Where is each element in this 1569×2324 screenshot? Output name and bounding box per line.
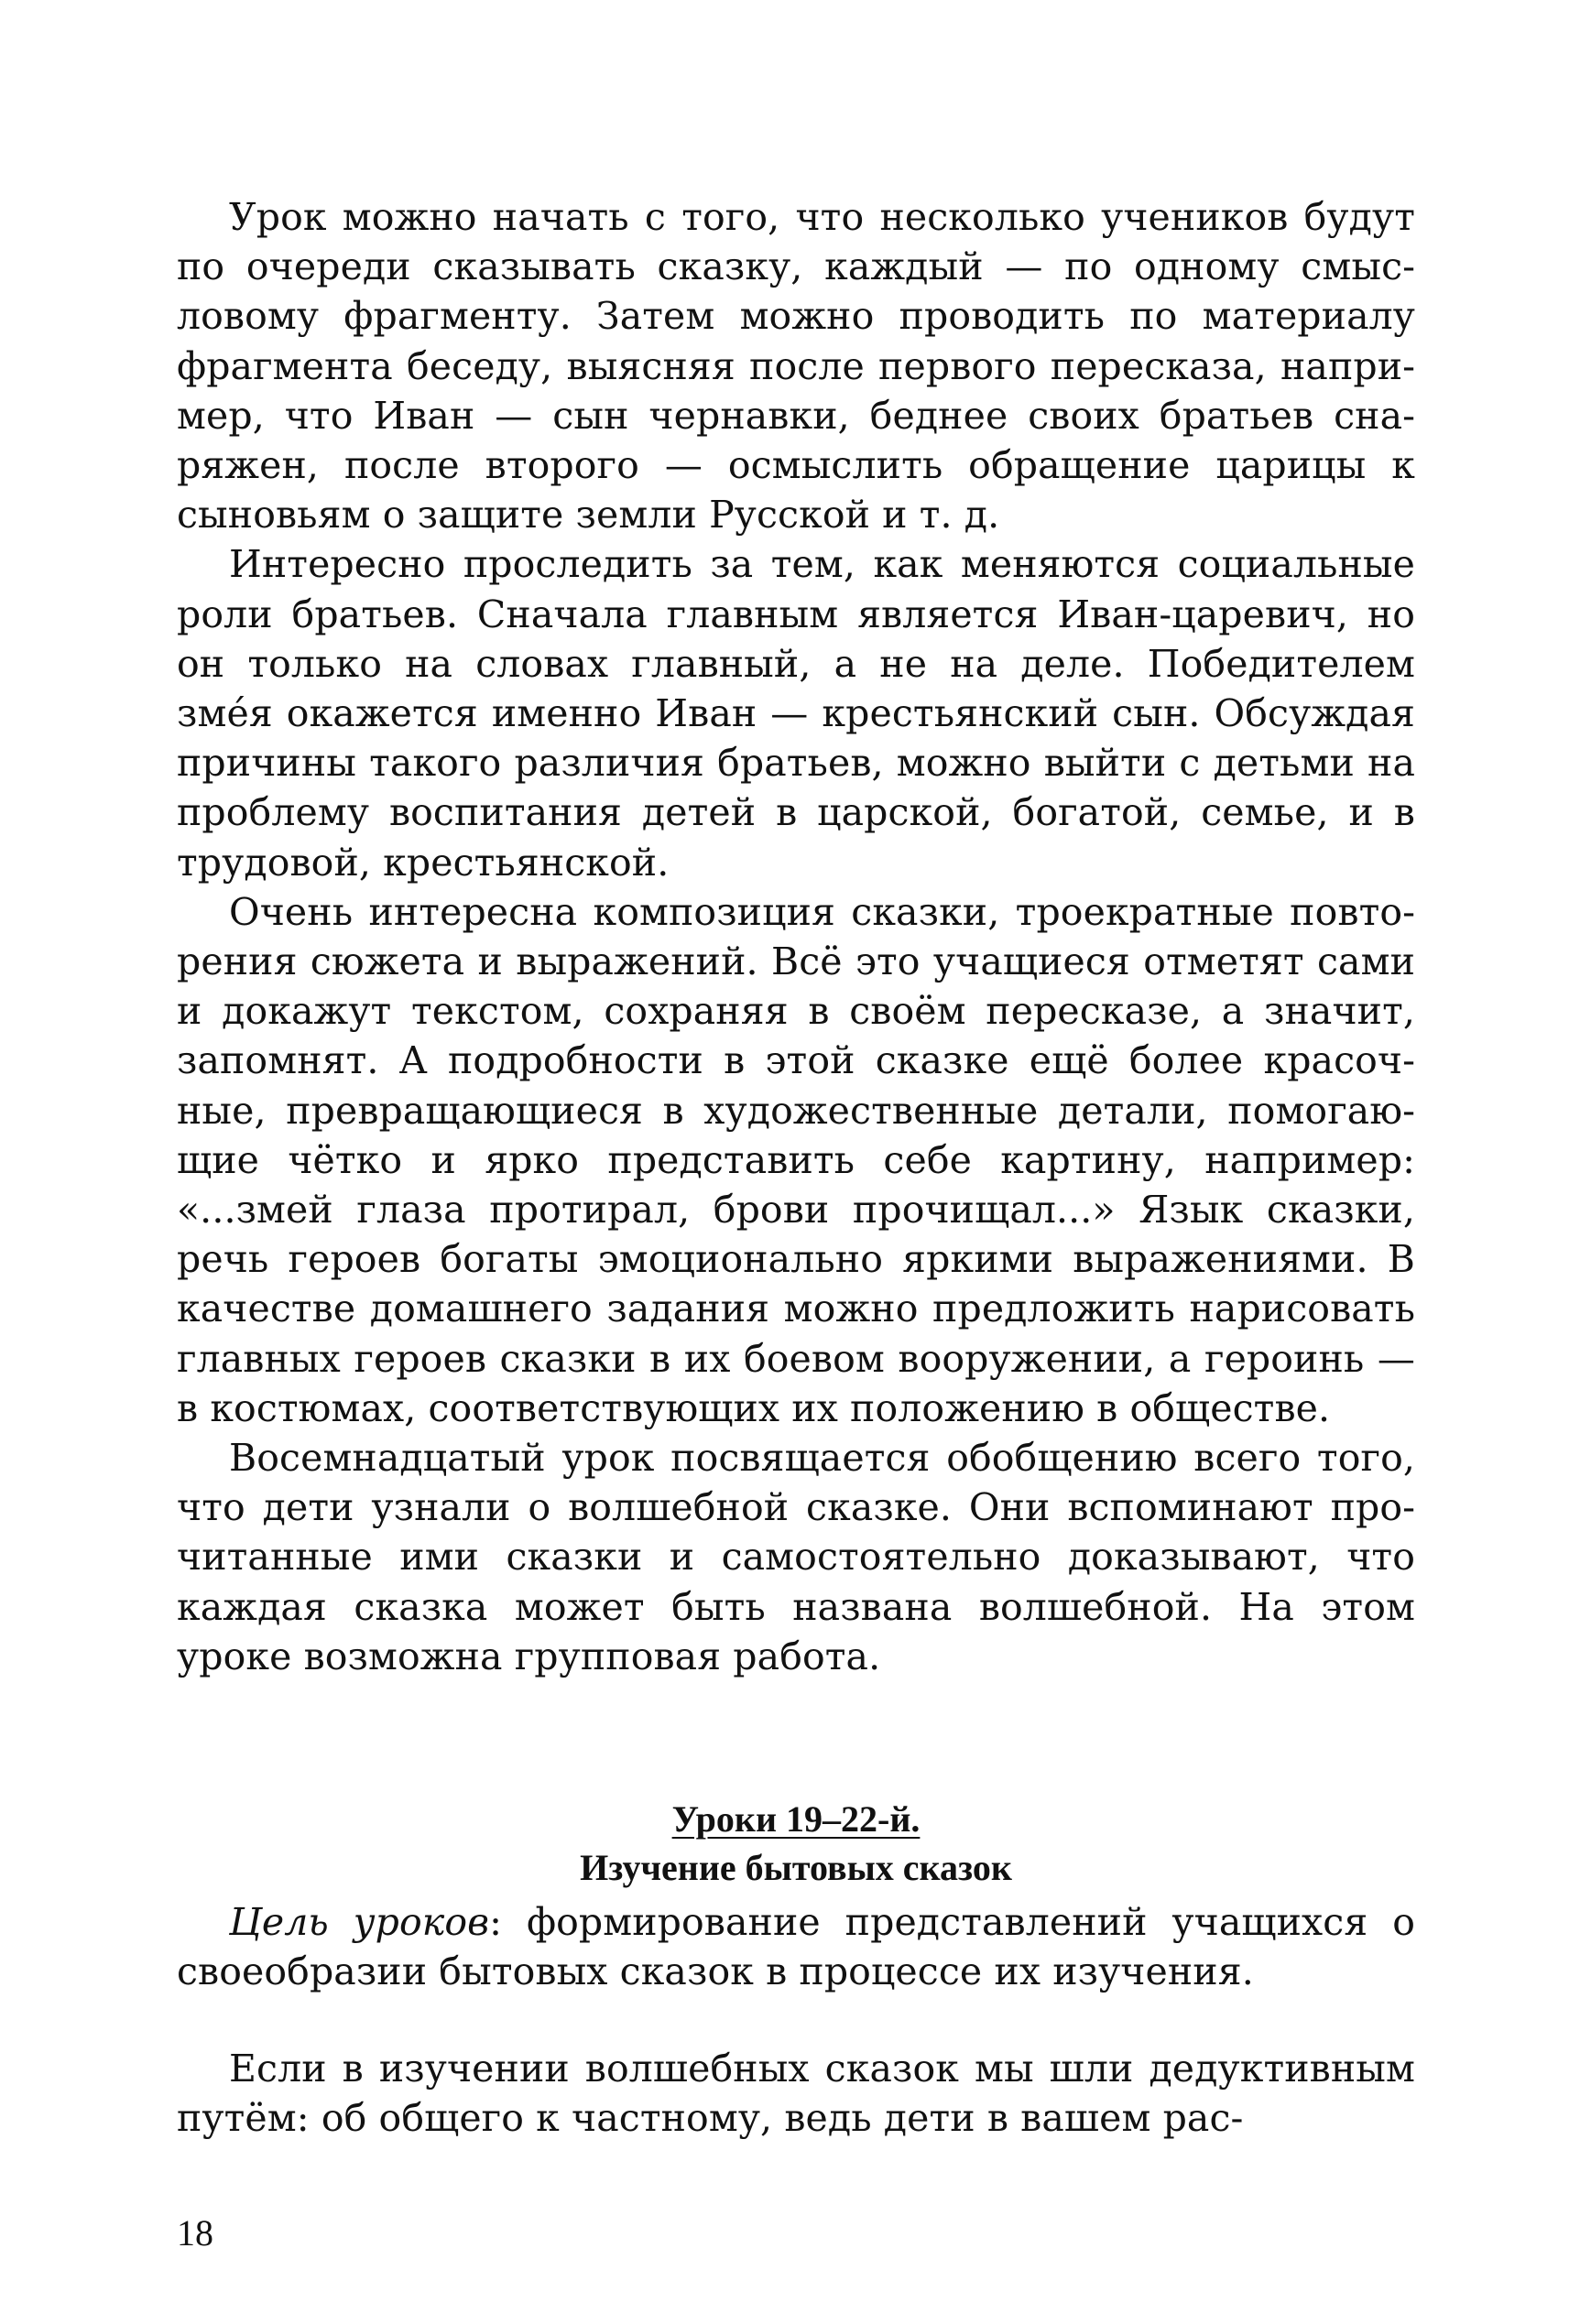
- goal-text: : формирование представлений учащихся о своеобразии бытовых сказок в процессе их изучения.: [177, 1900, 1415, 1994]
- main-text: [177, 192, 1415, 1681]
- lesson-goal: [177, 1897, 1415, 1996]
- paragraph-composition: Очень интересна композиция сказки, троекратные повторения сюжета и выражений. Всё это учащиеся отметят сами и докажут текстом, сохраняя в своём пересказе, а значит, запомнят. А подробности в этой сказке ещё более красочные, превращающиеся в художественные детали, помогающие чётко и ярко представить себе картину, например: «...змей глаза протирал, брови прочищал...» Язык сказки, речь героев богаты эмоционально яркими выражениями. В качестве домашнего задания можно предложить нарисовать главных героев сказки в их боевом вооружении, а героинь — в костюмах, соответствующих их положению в обществе.: [177, 889, 1415, 1430]
- paragraph-household-tales: Если в изучении волшебных сказок мы шли дедуктивным путём: об общего к частному, ведь дети в вашем рас-: [177, 2047, 1415, 2141]
- paragraph-brothers-roles: Интересно проследить за тем, как меняются социальные роли братьев. Сначала главным является Иван-царевич, но он только на словах главный, а не на деле. Победителем зме́я окажется именно Иван — крестьянский сын. Обсуждая причины такого различия братьев, можно выйти с детьми на проблему воспитания детей в царской, богатой, семье, и в трудовой, крестьянской.: [177, 542, 1415, 885]
- paragraph-retelling: Урок можно начать с того, что несколько учеников будут по очереди сказывать сказку, каждый — по одному смысловому фрагменту. Затем можно проводить по материалу фрагмента беседу, выясняя после первого пересказа, например, что Иван — сын чернавки, беднее своих братьев снаряжен, после второго — осмыслить обращение царицы к сыновьям о защите земли Русской и т. д.: [177, 195, 1415, 538]
- goal-label: Цель уроков: [229, 1900, 490, 1944]
- section-subtitle: Изучение бытовых сказок: [580, 1847, 1012, 1888]
- section-title: Уроки 19–22-й.: [671, 1798, 921, 1840]
- paragraph-eighteenth-lesson: Восемнадцатый урок посвящается обобщению всего того, что дети узнали о волшебной сказке. Они вспоминают прочитанные ими сказки и самостоятельно доказывают, что каждая сказка может быть названа волшебной. На этом уроке возможна групповая работа.: [177, 1436, 1415, 1678]
- section-heading: [177, 1795, 1415, 1892]
- page-number: 18: [177, 2212, 213, 2253]
